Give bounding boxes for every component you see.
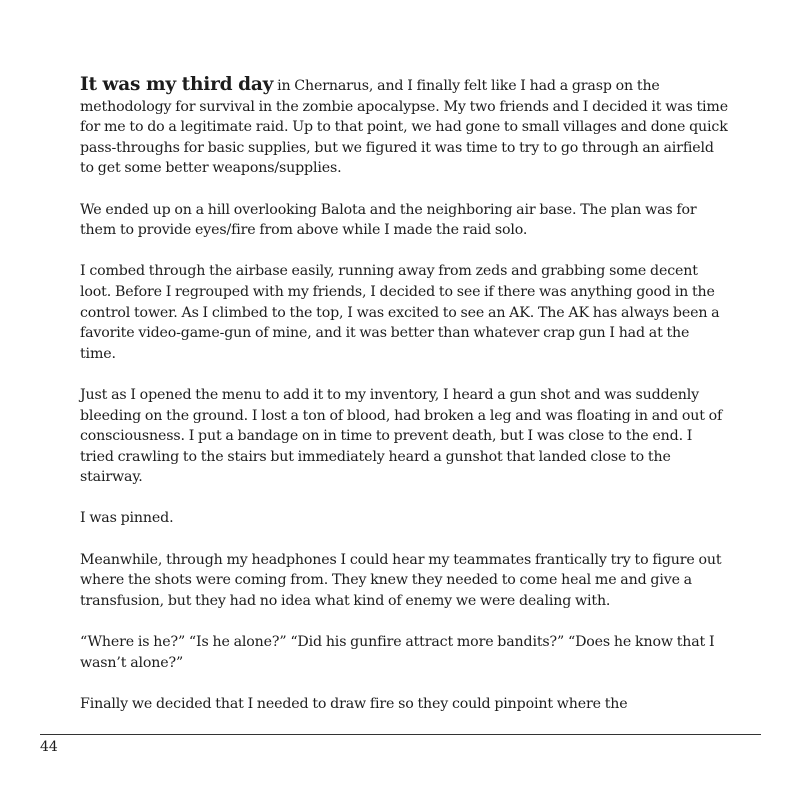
paragraph-1-text: in Chernarus, and I finally felt like I had a grasp on the methodology for survival in the zombie apocalypse. My two friends and I decided it was time for me to do a legitimate raid. Up to that point, we had gone to small villages and done quick pass-throughs for basic supplies, but we figured it was time to try to go through an airfield to get some better weapons/supplies. [80, 78, 728, 177]
paragraph-5: I was pinned. [80, 510, 174, 527]
paragraph-8: Finally we decided that I needed to draw fire so they could pinpoint where the [80, 695, 628, 712]
paragraph-7: “Where is he?” “Is he alone?” “Did his gunfire attract more bandits?” “Does he know that I wasn’t alone?” [80, 634, 715, 671]
paragraph-1 [80, 75, 728, 179]
page-number: 44 [40, 739, 58, 755]
paragraph-4: Just as I opened the menu to add it to my inventory, I heard a gun shot and was suddenly bleeding on the ground. I lost a ton of blood, had broken a leg and was floating in and out of consciousness. I put a bandage on in time to prevent death, but I was close to the end. I tried crawling to the stairs but immediately heard a gunshot that landed close to the stairway. [80, 386, 723, 486]
body-text [80, 75, 728, 735]
paragraph-6: Meanwhile, through my headphones I could hear my teammates frantically try to figure out where the shots were coming from. They knew they needed to come heal me and give a transfusion, but they had no idea what kind of enemy we were dealing with. [80, 551, 722, 609]
lead-in: It was my third day [80, 74, 274, 95]
footer-rule [40, 734, 761, 735]
paragraph-2: We ended up on a hill overlooking Balota and the neighboring air base. The plan was for them to provide eyes/fire from above while I made the raid solo. [80, 201, 697, 239]
paragraph-3: I combed through the airbase easily, running away from zeds and grabbing some decent loot. Before I regrouped with my friends, I decided to see if there was anything good in the control tower. As I climbed to the top, I was excited to see an AK. The AK has always been a favorite video-game-gun of mine, and it was better than whatever crap gun I had at the time. [80, 263, 720, 362]
